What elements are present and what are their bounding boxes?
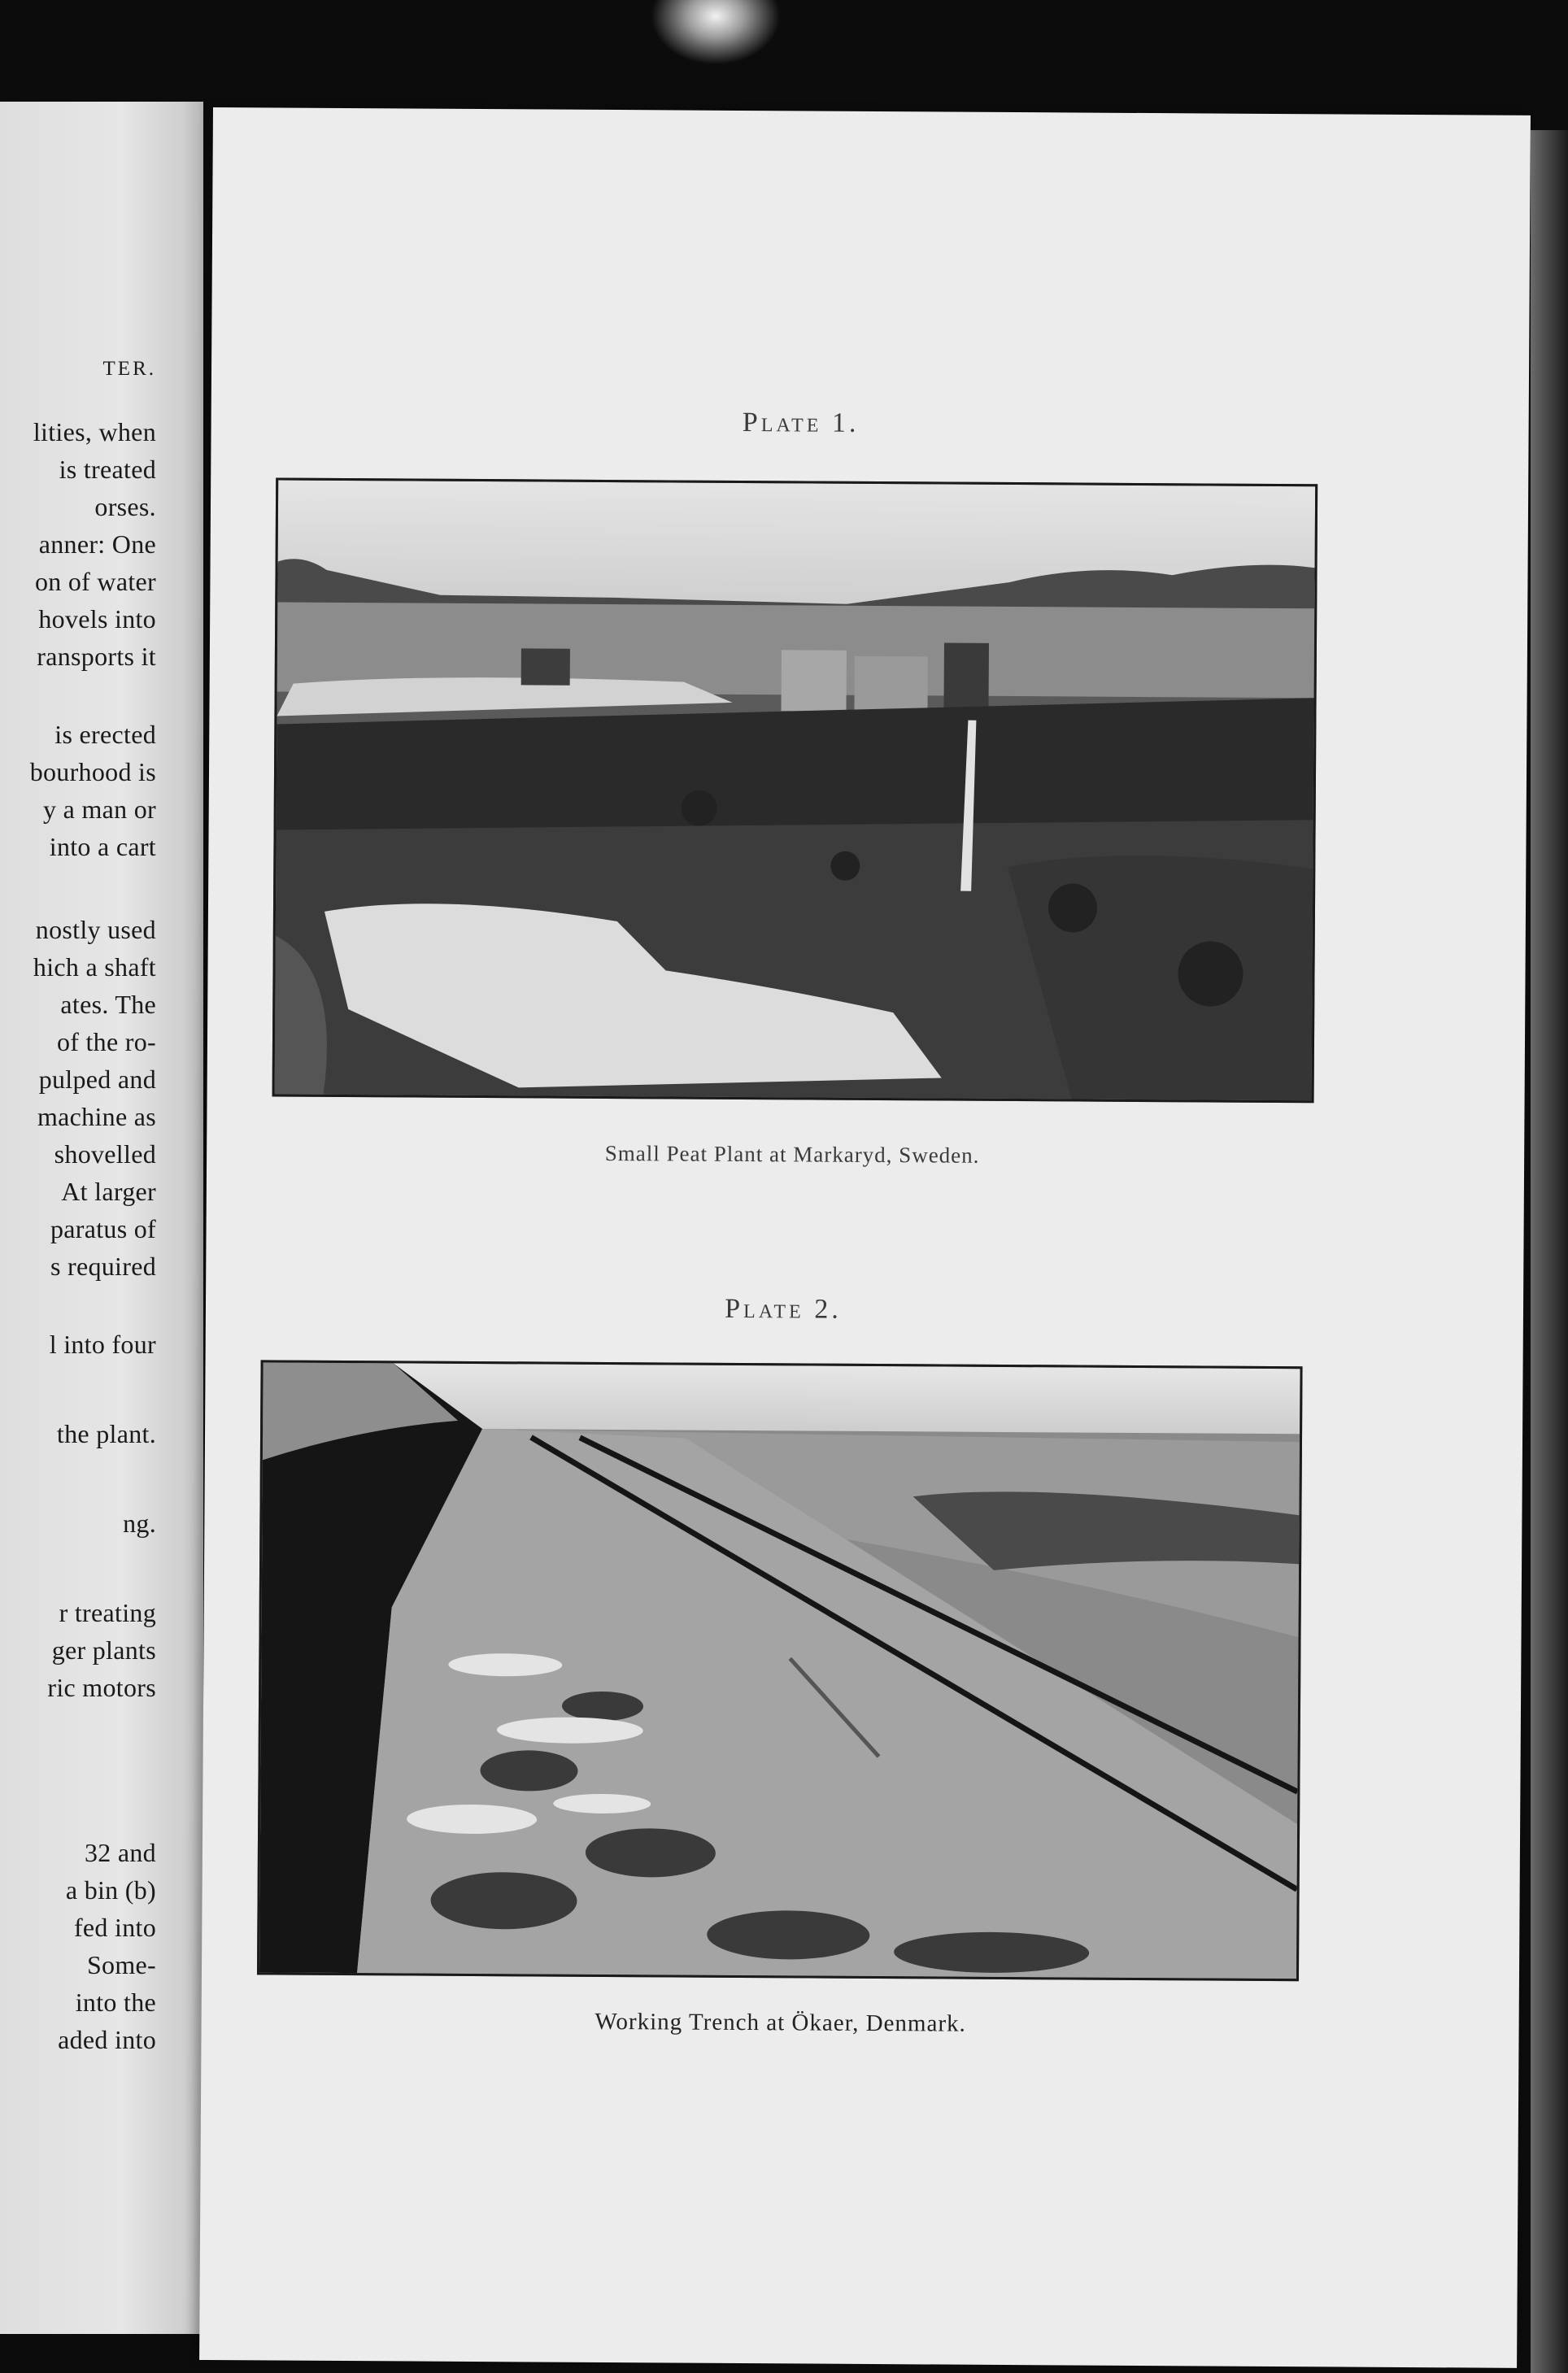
text-line: At larger bbox=[61, 1177, 156, 1206]
text-line: r treating bbox=[59, 1598, 156, 1627]
text-line: hovels into bbox=[38, 604, 156, 634]
text-line: aded into bbox=[58, 2025, 156, 2054]
text-line: lities, when bbox=[33, 417, 156, 446]
text-line: a bin (b) bbox=[65, 1875, 156, 1905]
text-line: ates. The bbox=[60, 990, 156, 1019]
text-line: on of water bbox=[34, 567, 156, 596]
text-line: ric motors bbox=[47, 1673, 156, 1702]
text-line: hich a shaft bbox=[33, 952, 156, 982]
text-line: anner: One bbox=[38, 529, 156, 559]
text-line: of the ro- bbox=[56, 1027, 156, 1056]
left-page bbox=[0, 102, 203, 2334]
text-line: fed into bbox=[73, 1913, 156, 1942]
text-line: Some- bbox=[86, 1950, 156, 1979]
text-line: s required bbox=[50, 1252, 156, 1281]
text-line: is treated bbox=[59, 455, 156, 484]
text-line: bourhood is bbox=[29, 757, 156, 786]
text-line: the plant. bbox=[56, 1419, 156, 1448]
plate-2-title: Plate 2. bbox=[725, 1293, 842, 1325]
plate-1-title: Plate 1. bbox=[742, 407, 860, 438]
text-line: pulped and bbox=[38, 1065, 156, 1094]
text-line: into a cart bbox=[49, 832, 156, 861]
right-page bbox=[199, 107, 1531, 2368]
plate-2-photo bbox=[257, 1360, 1303, 1981]
trench-photo bbox=[259, 1362, 1300, 1979]
text-line: orses. bbox=[94, 492, 156, 521]
text-line: y a man or bbox=[43, 795, 156, 824]
text-line: machine as bbox=[37, 1102, 156, 1131]
running-header: TER. bbox=[102, 358, 156, 380]
text-line: shovelled bbox=[54, 1139, 156, 1169]
light-glare bbox=[651, 0, 781, 65]
plate-1-caption: Small Peat Plant at Markaryd, Sweden. bbox=[604, 1140, 980, 1168]
text-line: nostly used bbox=[35, 915, 156, 944]
text-line: 32 and bbox=[84, 1838, 156, 1867]
text-line: l into four bbox=[49, 1330, 156, 1359]
text-line: ger plants bbox=[51, 1635, 156, 1665]
peat-plant-photo bbox=[275, 480, 1316, 1100]
text-line: ng. bbox=[123, 1509, 156, 1538]
plate-2-caption: Working Trench at Ökaer, Denmark. bbox=[595, 2008, 966, 2037]
text-line: is erected bbox=[54, 720, 156, 749]
text-line: paratus of bbox=[50, 1214, 156, 1243]
text-line: ransports it bbox=[37, 642, 156, 671]
text-line: into the bbox=[75, 1988, 156, 2017]
plate-1-photo bbox=[272, 477, 1318, 1103]
page-edge-shadow bbox=[1531, 130, 1568, 2373]
